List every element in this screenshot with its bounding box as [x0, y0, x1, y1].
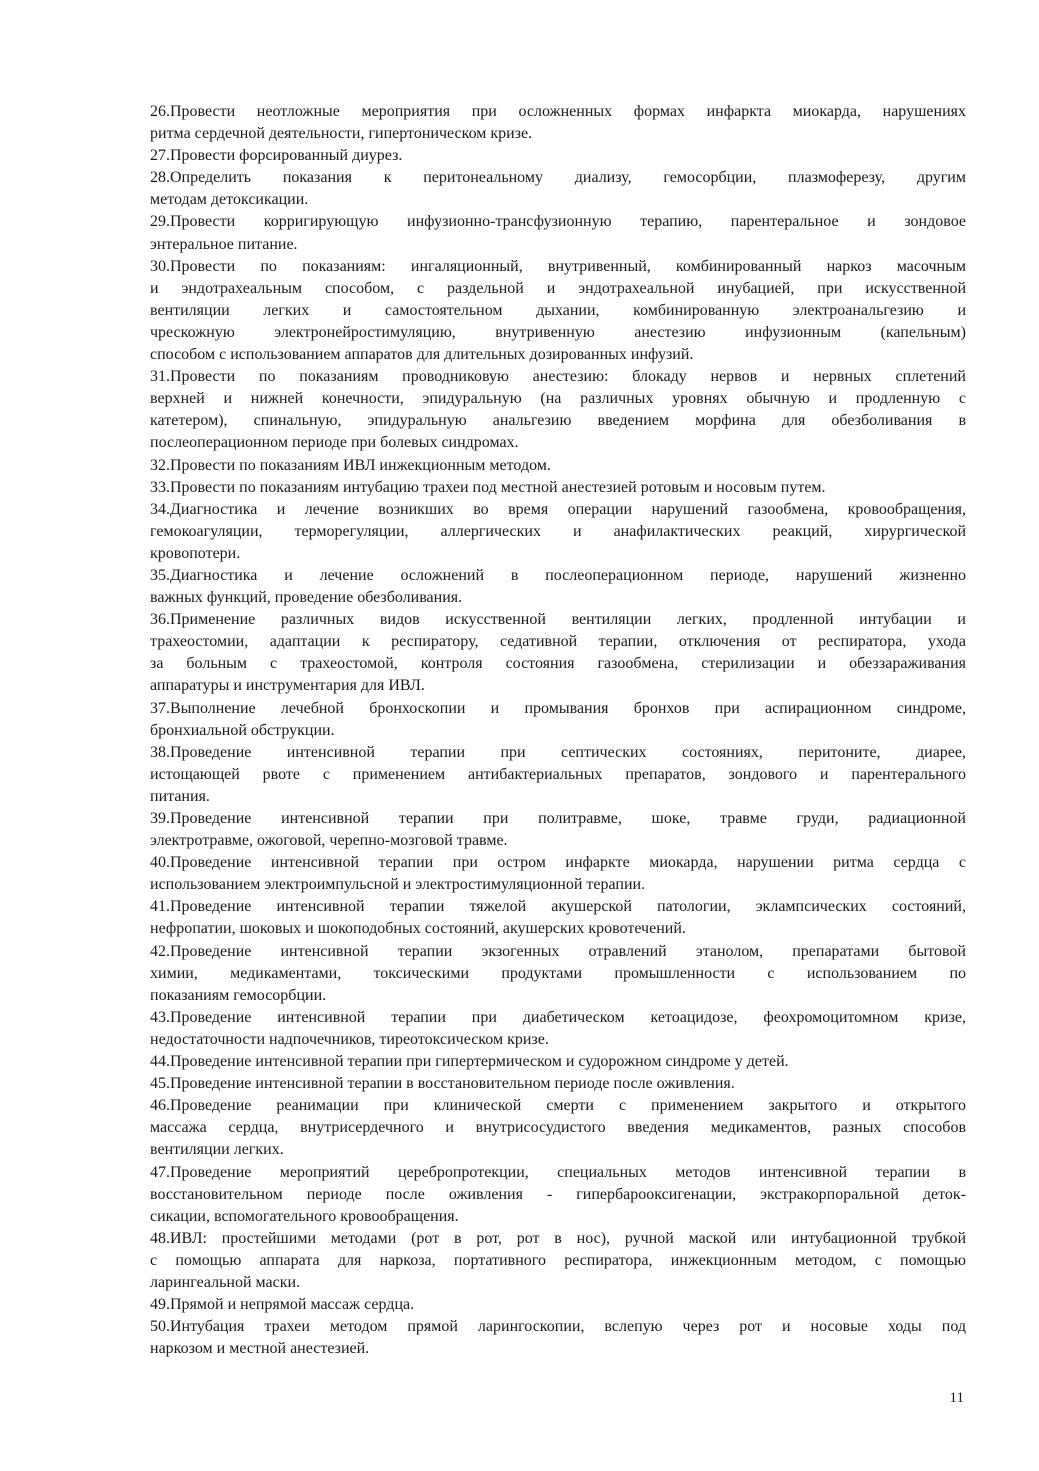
list-item — [150, 101, 966, 145]
list-item — [150, 1294, 966, 1316]
list-item-line: 32.Провести по показаниям ИВЛ инжекционным методом. — [150, 456, 551, 474]
list-item-line: 41.Проведение интенсивной терапии тяжелой акушерской патологии, эклампсических состояний, — [150, 898, 966, 916]
list-item-line: 27.Провести форсированный диурез. — [150, 147, 403, 165]
list-item-line: чрескожную электронейростимуляцию, внутривенную анестезию инфузионным (капельным) — [150, 323, 966, 341]
list-item — [150, 167, 966, 211]
list-item-line: 30.Провести по показаниям: ингаляционный, внутривенный, комбинированный наркоз масочным — [150, 257, 966, 275]
list-item — [150, 1228, 966, 1294]
list-item — [150, 1316, 966, 1360]
list-item-line: недостаточности надпочечников, тиреотоксическом кризе. — [150, 1030, 549, 1048]
list-item — [150, 1007, 966, 1051]
list-item-line: электротравме, ожоговой, черепно-мозговой травме. — [150, 832, 508, 850]
list-item-line: 34.Диагностика и лечение возникших во время операции нарушений газообмена, кровообращения, — [150, 500, 966, 518]
list-item-line: 37.Выполнение лечебной бронхоскопии и промывания бронхов при аспирационном синдроме, — [150, 699, 966, 717]
list-item-line: 49.Прямой и непрямой массаж сердца. — [150, 1296, 415, 1314]
list-item-line: бронхиальной обструкции. — [150, 721, 335, 739]
list-item-line: 46.Проведение реанимации при клинической смерти с применением закрытого и открытого — [150, 1097, 966, 1115]
list-item-line: и эндотрахеальным способом, с раздельной и эндотрахеальной инубацией, при искусственной — [150, 279, 966, 297]
list-item-line: вентиляции легких. — [150, 1141, 284, 1159]
list-item-line: восстановительном периоде после оживления - гипербарооксигенации, экстракорпоральной деток- — [150, 1185, 966, 1203]
list-item-line: аппаратуры и инструментария для ИВЛ. — [150, 677, 425, 695]
document-body — [150, 101, 966, 1360]
list-item-line: 33.Провести по показаниям интубацию трахеи под местной анестезией ротовым и носовым путем. — [150, 478, 826, 496]
list-item — [150, 808, 966, 852]
list-item-line: гемокоагуляции, терморегуляции, аллергических и анафилактических реакций, хирургической — [150, 522, 966, 540]
list-item — [150, 1162, 966, 1228]
list-item — [150, 1073, 966, 1095]
list-item-line: 39.Проведение интенсивной терапии при политравме, шоке, травме груди, радиационной — [150, 810, 966, 827]
list-item-line: 44.Проведение интенсивной терапии при гипертермическом и судорожном синдроме у детей. — [150, 1053, 789, 1071]
list-item-line: методам детоксикации. — [150, 191, 309, 209]
list-item-line: способом с использованием аппаратов для длительных дозированных инфузий. — [150, 346, 694, 364]
list-item-line: сикации, вспомогательного кровообращения. — [150, 1207, 459, 1225]
list-item-line: 31.Провести по показаниям проводниковую анестезию: блокаду нервов и нервных сплетений — [150, 368, 966, 386]
list-item-line: за больным с трахеостомой, контроля состояния газообмена, стерилизации и обеззараживания — [150, 655, 966, 673]
list-item-line: 47.Проведение мероприятий церебропротекции, специальных методов интенсивной терапии в — [150, 1163, 966, 1181]
list-item — [150, 609, 966, 697]
list-item — [150, 455, 966, 477]
list-item-line: 43.Проведение интенсивной терапии при диабетическом кетоацидозе, феохромоцитомном кризе, — [150, 1008, 966, 1026]
page-number: 11 — [949, 1390, 964, 1406]
list-item-line: вентиляции легких и самостоятельном дыхании, комбинированную электроанальгезию и — [150, 301, 966, 319]
list-item-line: послеоперационном периоде при болевых синдромах. — [150, 434, 519, 452]
list-item-line: с помощью аппарата для наркоза, портативного респиратора, инжекционным методом, с помощью — [150, 1251, 966, 1269]
list-item-line: верхней и нижней конечности, эпидуральную (на различных уровнях обычную и продленную с — [150, 390, 966, 408]
list-item — [150, 565, 966, 609]
list-item-line: питания. — [150, 787, 210, 805]
list-item-line: нефропатии, шоковых и шокоподобных состояний, акушерских кровотечений. — [150, 920, 686, 938]
list-item-line: 29.Провести корригирующую инфузионно-трансфузионную терапию, парентеральное и зондовое — [150, 213, 966, 231]
list-item-line: химии, медикаментами, токсическими продуктами промышленности с использованием по — [150, 964, 966, 982]
list-item — [150, 698, 966, 742]
list-item — [150, 1095, 966, 1161]
list-item-line: катетером), спинальную, эпидуральную анальгезию введением морфина для обезболивания в — [150, 412, 966, 430]
list-item-line: 38.Проведение интенсивной терапии при септических состояниях, перитоните, диарее, — [150, 743, 966, 761]
list-item — [150, 256, 966, 366]
list-item-line: 28.Определить показания к перитонеальному диализу, гемосорбции, плазмоферезу, другим — [150, 169, 966, 187]
list-item-line: 40.Проведение интенсивной терапии при остром инфаркте миокарда, нарушении ритма сердца с — [150, 854, 966, 872]
list-item-line: 50.Интубация трахеи методом прямой ларингоскопии, вслепую через рот и носовые ходы под — [150, 1318, 966, 1336]
list-item-line: наркозом и местной анестезией. — [150, 1340, 370, 1358]
list-item-line: ритма сердечной деятельности, гипертоническом кризе. — [150, 125, 533, 143]
list-item-line: 42.Проведение интенсивной терапии экзогенных отравлений этанолом, препаратами бытовой — [150, 942, 966, 960]
list-item-line: 45.Проведение интенсивной терапии в восстановительном периоде после оживления. — [150, 1075, 735, 1093]
list-item-line: 26.Провести неотложные мероприятия при осложненных формах инфаркта миокарда, нарушениях — [150, 103, 966, 120]
list-item-line: использованием электроимпульсной и электростимуляционной терапии. — [150, 876, 646, 894]
list-item — [150, 211, 966, 255]
list-item-line: кровопотери. — [150, 544, 241, 562]
list-item-line: важных функций, проведение обезболивания. — [150, 589, 463, 607]
list-item-line: трахеостомии, адаптации к респиратору, седативной терапии, отключения от респиратора, ухода — [150, 633, 966, 651]
list-item-line: массажа сердца, внутрисердечного и внутрисосудистого введения медикаментов, разных способов — [150, 1119, 966, 1137]
list-item-line: 48.ИВЛ: простейшими методами (рот в рот, рот в нос), ручной маской или интубационной трубкой — [150, 1229, 966, 1247]
list-item-line: ларингеальной маски. — [150, 1273, 301, 1291]
list-item — [150, 366, 966, 454]
list-item-line: 35.Диагностика и лечение осложнений в послеоперационном периоде, нарушений жизненно — [150, 566, 966, 584]
list-item-line: энтеральное питание. — [150, 235, 298, 253]
list-item — [150, 896, 966, 940]
list-item — [150, 742, 966, 808]
list-item-line: истощающей рвоте с применением антибактериальных препаратов, зондового и парентерального — [150, 765, 966, 783]
list-item — [150, 941, 966, 1007]
list-item-line: 36.Применение различных видов искусственной вентиляции легких, продленной интубации и — [150, 611, 966, 629]
list-item — [150, 1051, 966, 1073]
list-item — [150, 852, 966, 896]
list-item — [150, 145, 966, 167]
list-item-line: показаниям гемосорбции. — [150, 986, 327, 1004]
list-item — [150, 499, 966, 565]
list-item — [150, 477, 966, 499]
